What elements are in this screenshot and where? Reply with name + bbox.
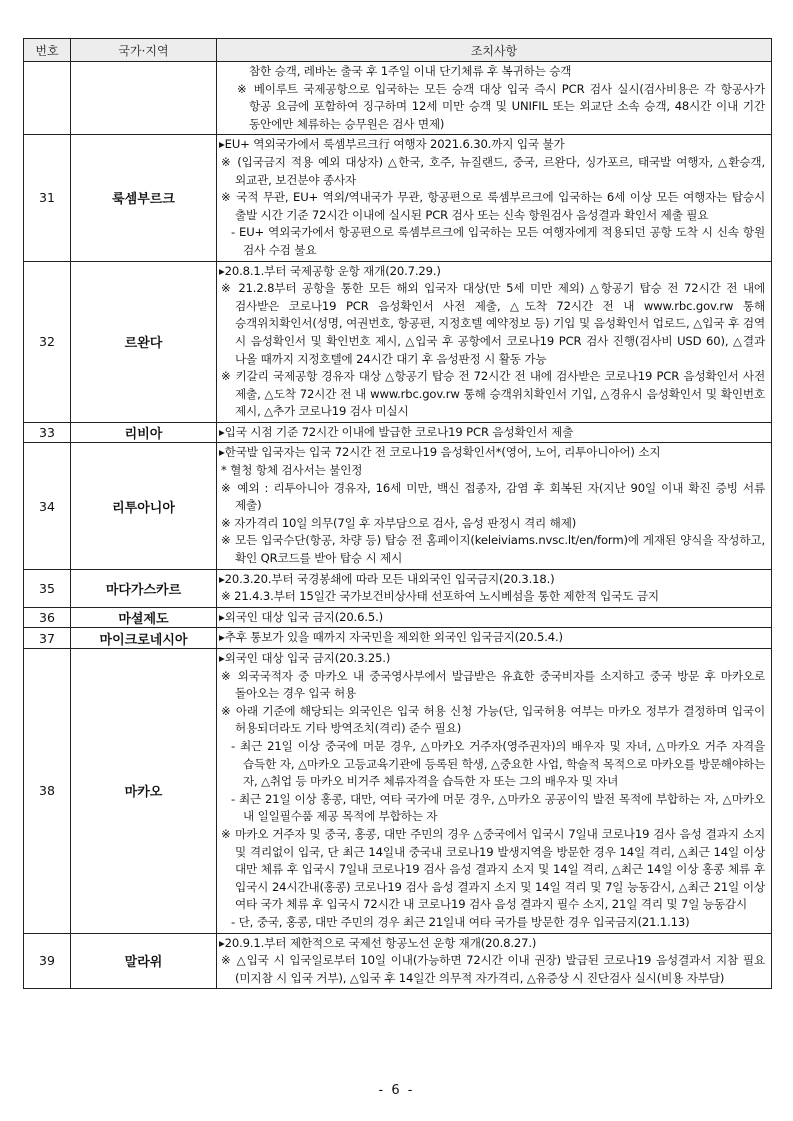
measures-cell — [217, 135, 772, 261]
country-name: 마셜제도 — [71, 607, 217, 628]
country-name: 마다가스카르 — [71, 569, 217, 607]
table-row — [24, 135, 772, 261]
header-measures: 조치사항 — [217, 39, 772, 62]
row-number: 37 — [24, 628, 71, 649]
row-number: 39 — [24, 933, 71, 989]
measure-item: ※ 키갈리 국제공항 경유자 대상 △항공기 탑승 전 72시간 전 내에 검사받은 코로나19 PCR 음성확인서 사전 제출, △도착 72시간 전 내 www.rbc.gov.rw 통해 승객위치확인서 기입, △경유시 음성확인서 및 확인번호 제시, △추가 코로나19 검사 미실시 — [221, 369, 765, 419]
measure-item: ▸20.3.20.부터 국경봉쇄에 따라 모든 내외국인 입국금지(20.3.18.) — [219, 571, 555, 586]
table-row — [24, 569, 772, 607]
measure-item: ※ 예외 : 리투아니아 경유자, 16세 미만, 백신 접종자, 감염 후 회복된 자(지난 90일 이내 확진 증빙 서류 제출) — [221, 480, 765, 513]
measure-item: ▸EU+ 역외국가에서 룩셈부르크行 여행자 2021.6.30.까지 입국 불가 — [219, 137, 565, 152]
country-name: 리비아 — [71, 422, 217, 443]
measure-item: ▸20.9.1.부터 제한적으로 국제선 항공노선 운항 재개(20.8.27.) — [219, 935, 537, 950]
measure-item: ※ (입국금지 적용 예외 대상자) △한국, 호주, 뉴질랜드, 중국, 르완다, 싱가포르, 태국발 여행자, △환승객, 외교관, 보건분야 종사자 — [221, 154, 765, 187]
header-number: 번호 — [24, 39, 71, 62]
measure-item: ▸추후 통보가 있을 때까지 자국민을 제외한 외국인 입국금지(20.5.4.) — [219, 630, 563, 645]
measures-cell — [217, 569, 772, 607]
measure-item: 참한 승객, 레바논 출국 후 1주일 이내 단기체류 후 복귀하는 승객 — [249, 64, 572, 78]
measure-item: ※ △입국 시 입국일로부터 10일 이내(가능하면 72시간 이내 권장) 발급된 코로나19 음성결과서 지참 필요(미지참 시 입국 거부), △입국 후 14일간 의무적 자가격리, △유증상 시 진단검사 실시(비용 자부담) — [221, 953, 765, 985]
table-row — [24, 628, 772, 649]
table-body — [24, 62, 772, 989]
table-row — [24, 62, 772, 135]
measure-item: ▸외국인 대상 입국 금지(20.3.25.) — [219, 651, 391, 665]
measure-item: - 최근 21일 이상 홍콩, 대만, 여타 국가에 머문 경우, △마카오 공공이익 발전 목적에 부합하는 자, △마카오 내 일일필수품 제공 목적에 부합하는 자 — [231, 791, 765, 824]
measure-item: ▸외국인 대상 입국 금지(20.6.5.) — [219, 609, 383, 624]
measures-cell — [217, 607, 772, 628]
country-name: 말라위 — [71, 933, 217, 989]
measure-item: ※ 자가격리 10일 의무(7일 후 자부담으로 검사, 음성 판정시 격리 해제) — [221, 515, 577, 530]
table-header-row — [24, 39, 772, 62]
measure-item: * 혈청 항체 검사서는 불인정 — [221, 463, 363, 478]
measure-item: ※ 마카오 거주자 및 중국, 홍콩, 대만 주민의 경우 △중국에서 입국시 7일내 코로나19 검사 음성 결과지 소지 및 격리없이 입국, 단 최근 14일내 중국내 코로나19 발생지역을 방문한 경우 14일 격리, △최근 14일 이상 대만 체류 후 입국시 7일내 코로나19 검사 음성 결과지 소지 및 14일 격리, △최근 14일 이상 홍콩 체류 후 입국시 24시간내(홍콩) 코로나19 검사 음성 결과지 소지 및 14일 격리 및 7일 능동감시, △최근 21일 이상 여타 국가 체류 후 입국시 72시간 내 코로나19 검사 음성 결과지 필수 소지, 21일 격리 및 7일 능동감시 — [221, 826, 765, 912]
row-number: 32 — [24, 261, 71, 422]
measure-item: ※ 베이루트 국제공항으로 입국하는 모든 승객 대상 입국 즉시 PCR 검사 실시(검사비용은 각 항공사가 항공 요금에 포함하여 징구하며 12세 미만 승객 및 UNIFIL 또는 외교단 소속 승객, 48시간 이내 기간 동안에만 체류하는 승무원은 검사 면제) — [237, 81, 765, 131]
country-name: 리투아니아 — [71, 443, 217, 569]
measures-cell — [217, 261, 772, 422]
measures-cell — [217, 62, 772, 135]
measure-item: - EU+ 역외국가에서 항공편으로 룩셈부르크에 입국하는 모든 여행자에게 적용되던 공항 도착 시 신속 항원 검사 수검 불요 — [231, 225, 765, 257]
measure-item: ※ 외국국적자 중 마카오 내 중국영사부에서 발급받은 유효한 중국비자를 소지하고 중국 방문 후 마카오로 돌아오는 경우 입국 허용 — [221, 668, 765, 701]
country-name — [71, 62, 217, 135]
measures-cell — [217, 649, 772, 934]
country-name: 룩셈부르크 — [71, 135, 217, 261]
measures-cell — [217, 422, 772, 443]
row-number: 31 — [24, 135, 71, 261]
header-country: 국가·지역 — [71, 39, 217, 62]
page-number: - 6 - — [378, 1083, 415, 1098]
table-row — [24, 261, 772, 422]
measure-item: - 단, 중국, 홍콩, 대만 주민의 경우 최근 21일내 여타 국가를 방문한 경우 입국금지(21.1.13) — [231, 914, 690, 929]
measures-cell — [217, 443, 772, 569]
measure-item: ※ 국적 무관, EU+ 역외/역내국가 무관, 항공편으로 룩셈부르크에 입국하는 6세 이상 모든 여행자는 탑승시 출발 시간 기준 72시간 이내에 실시된 PCR 검사 또는 신속 항원검사 음성결과 확인서 제출 필요 — [221, 190, 765, 222]
row-number: 34 — [24, 443, 71, 569]
table-row — [24, 649, 772, 934]
measure-item: ▸입국 시점 기준 72시간 이내에 발급한 코로나19 PCR 음성확인서 제출 — [219, 424, 574, 439]
measure-item: ※ 아래 기준에 해당되는 외국인은 입국 허용 신청 가능(단, 입국허용 여부는 마카오 정부가 결정하며 입국이 허용되더라도 기타 방역조치(격리) 준수 필요) — [221, 703, 765, 736]
measure-item: ▸20.8.1.부터 국제공항 운항 재개(20.7.29.) — [219, 263, 441, 278]
measure-item: - 최근 21일 이상 중국에 머문 경우, △마카오 거주자(영주권자)의 배우자 및 자녀, △마카오 거주 자격을 습득한 자, △마카오 고등교육기관에 등록된 학생, △중요한 사업, 학술적 목적으로 마카오를 방문해야하는 자, △취업 등 마카오 비거주 체류자격을 습득한 자 또는 그의 배우자 및 자녀 — [231, 738, 765, 789]
country-name: 르완다 — [71, 261, 217, 422]
country-name: 마카오 — [71, 649, 217, 934]
measures-cell — [217, 628, 772, 649]
row-number — [24, 62, 71, 135]
table-row — [24, 607, 772, 628]
measure-item: ※ 모든 입국수단(항공, 차량 등) 탑승 전 홈페이지(keleiviams.nvsc.lt/en/form)에 게재된 양식을 작성하고, 확인 QR코드를 받아 탑승 시 제시 — [221, 533, 765, 566]
measure-item: ▸한국발 입국자는 입국 72시간 전 코로나19 음성확인서*(영어, 노어, 리투아니아어) 소지 — [219, 445, 661, 460]
table-row — [24, 933, 772, 989]
measures-cell — [217, 933, 772, 989]
row-number: 36 — [24, 607, 71, 628]
table-row — [24, 422, 772, 443]
row-number: 38 — [24, 649, 71, 934]
row-number: 33 — [24, 422, 71, 443]
row-number: 35 — [24, 569, 71, 607]
measures-table — [23, 38, 772, 989]
measure-item: ※ 21.4.3.부터 15일간 국가보건비상사태 선포하여 노시베섬을 통한 제한적 입국도 금지 — [221, 589, 659, 604]
country-name: 마이크로네시아 — [71, 628, 217, 649]
measure-item: ※ 21.2.8부터 공항을 통한 모든 해외 입국자 대상(만 5세 미만 제외) △항공기 탑승 전 72시간 전 내에 검사받은 코로나19 PCR 음성확인서 사전 제출, △도착 72시간 전 내 www.rbc.gov.rw 통해 승객위치확인서(성명, 여권번호, 항공편, 지정호텔 예약정보 등) 기입 및 음성확인서 업로드, △입국 후 검역 시 음성확인서 및 확인번호 제시, △입국 후 공항에서 코로나19 PCR 검사 진행(검사비 USD 60), △결과 나올 때까지 지정호텔에 24시간 대기 후 음성판정 시 활동 가능 — [221, 281, 765, 366]
measures-table-container — [23, 38, 771, 989]
table-row — [24, 443, 772, 569]
